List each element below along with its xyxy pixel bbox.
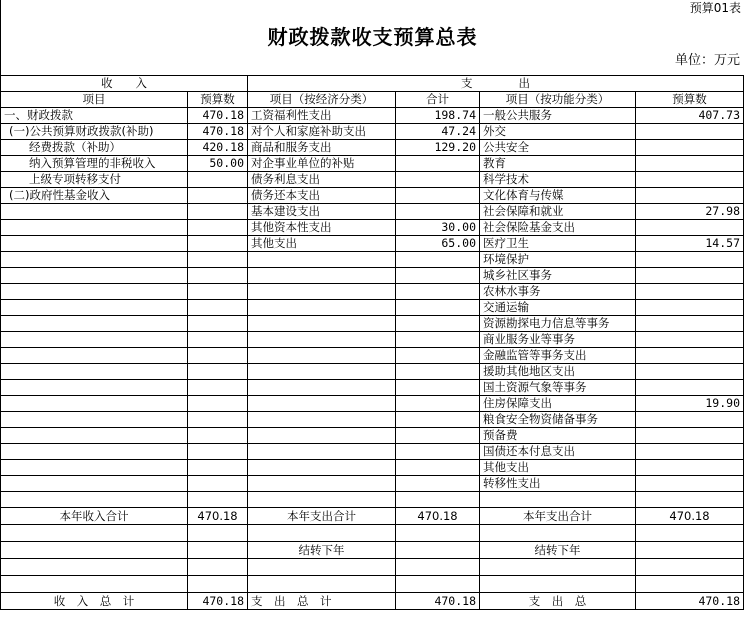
func-budget-cell — [636, 492, 744, 508]
func-item-cell: 援助其他地区支出 — [480, 364, 636, 380]
econ-item-cell — [248, 268, 396, 284]
econ-total-cell — [396, 476, 480, 492]
func-budget-header: 预算数 — [636, 92, 744, 108]
table-row — [1, 140, 744, 156]
income-item-cell — [1, 412, 188, 428]
econ-total-cell — [396, 332, 480, 348]
func-item-cell: 教育 — [480, 156, 636, 172]
func-item-cell: 金融监管等事务支出 — [480, 348, 636, 364]
econ-item-header: 项目（按经济分类） — [248, 92, 396, 108]
func-year-total-label: 本年支出合计 — [480, 508, 636, 525]
econ-item-cell: 债务还本支出 — [248, 188, 396, 204]
income-budget-cell — [188, 252, 248, 268]
econ-item-cell — [248, 316, 396, 332]
income-budget-cell — [188, 348, 248, 364]
table-row — [1, 444, 744, 460]
func-budget-cell: 27.98 — [636, 204, 744, 220]
table-row — [1, 380, 744, 396]
econ-item-cell — [248, 460, 396, 476]
section-header-row — [1, 76, 744, 92]
func-budget-cell: 19.90 — [636, 396, 744, 412]
func-budget-cell: 407.73 — [636, 108, 744, 124]
income-item-cell — [1, 236, 188, 252]
income-item-cell: (二)政府性基金收入 — [1, 188, 188, 204]
func-item-cell: 预备费 — [480, 428, 636, 444]
income-budget-cell — [188, 316, 248, 332]
income-budget-cell — [188, 364, 248, 380]
func-item-cell: 住房保障支出 — [480, 396, 636, 412]
func-budget-cell: 14.57 — [636, 236, 744, 252]
table-row — [1, 428, 744, 444]
income-item-cell — [1, 380, 188, 396]
func-item-cell: 交通运输 — [480, 300, 636, 316]
func-budget-cell — [636, 156, 744, 172]
econ-total-cell — [396, 268, 480, 284]
table-row — [1, 236, 744, 252]
econ-item-cell: 基本建设支出 — [248, 204, 396, 220]
income-budget-cell — [188, 492, 248, 508]
income-item-cell — [1, 300, 188, 316]
econ-total-cell: 30.00 — [396, 220, 480, 236]
table-row — [1, 268, 744, 284]
income-item-cell: 纳入预算管理的非税收入 — [1, 156, 188, 172]
income-year-total-label: 本年收入合计 — [1, 508, 188, 525]
func-budget-cell — [636, 380, 744, 396]
func-item-cell: 一般公共服务 — [480, 108, 636, 124]
income-budget-cell — [188, 300, 248, 316]
econ-total-cell — [396, 252, 480, 268]
func-item-cell: 国土资源气象等事务 — [480, 380, 636, 396]
carry-forward-row — [1, 542, 744, 559]
econ-item-cell — [248, 444, 396, 460]
income-budget-cell — [188, 380, 248, 396]
func-grand-total-label: 支 出 总 — [480, 593, 636, 610]
func-item-cell: 环境保护 — [480, 252, 636, 268]
func-item-cell: 国债还本付息支出 — [480, 444, 636, 460]
carry-forward-label-func: 结转下年 — [480, 542, 636, 559]
budget-table — [0, 75, 744, 610]
func-budget-cell — [636, 316, 744, 332]
econ-item-cell: 其他资本性支出 — [248, 220, 396, 236]
income-budget-cell — [188, 428, 248, 444]
grand-total-row — [1, 593, 744, 610]
table-row — [1, 476, 744, 492]
func-item-cell: 文化体育与传媒 — [480, 188, 636, 204]
income-item-cell — [1, 460, 188, 476]
func-budget-cell — [636, 364, 744, 380]
econ-total-cell: 65.00 — [396, 236, 480, 252]
income-budget-cell — [188, 476, 248, 492]
expense-section-header: 支 出 — [248, 76, 744, 92]
econ-total-cell — [396, 348, 480, 364]
income-item-cell — [1, 284, 188, 300]
income-item-cell: (一)公共预算财政拨款(补助) — [1, 124, 188, 140]
func-budget-cell — [636, 172, 744, 188]
table-row — [1, 156, 744, 172]
func-item-cell: 外交 — [480, 124, 636, 140]
table-row — [1, 284, 744, 300]
econ-total-cell — [396, 492, 480, 508]
func-budget-cell — [636, 124, 744, 140]
func-budget-cell — [636, 348, 744, 364]
econ-total-cell: 47.24 — [396, 124, 480, 140]
expense-year-total-value: 470.18 — [396, 508, 480, 525]
table-row — [1, 332, 744, 348]
econ-total-cell: 129.20 — [396, 140, 480, 156]
income-budget-cell — [188, 444, 248, 460]
econ-item-cell — [248, 348, 396, 364]
func-item-header: 项目（按功能分类） — [480, 92, 636, 108]
income-item-cell — [1, 316, 188, 332]
income-item-cell — [1, 428, 188, 444]
table-row — [1, 220, 744, 236]
income-budget-cell: 420.18 — [188, 140, 248, 156]
econ-total-cell — [396, 380, 480, 396]
econ-total-cell — [396, 428, 480, 444]
econ-total-cell: 198.74 — [396, 108, 480, 124]
income-item-cell — [1, 476, 188, 492]
income-budget-cell — [188, 332, 248, 348]
table-row — [1, 559, 744, 576]
income-grand-total-label: 收 入 总 计 — [1, 593, 188, 610]
income-budget-cell — [188, 172, 248, 188]
income-budget-cell — [188, 220, 248, 236]
econ-item-cell — [248, 428, 396, 444]
income-item-cell — [1, 332, 188, 348]
func-budget-cell — [636, 252, 744, 268]
econ-item-cell — [248, 380, 396, 396]
table-row — [1, 348, 744, 364]
carry-forward-label-econ: 结转下年 — [248, 542, 396, 559]
page-title: 财政拨款收支预算总表 — [267, 25, 478, 49]
func-item-cell — [480, 492, 636, 508]
expense-grand-total-label: 支 出 总 计 — [248, 593, 396, 610]
table-row — [1, 188, 744, 204]
annual-total-row — [1, 508, 744, 525]
econ-total-cell — [396, 396, 480, 412]
econ-item-cell — [248, 300, 396, 316]
income-budget-cell — [188, 236, 248, 252]
income-budget-cell — [188, 188, 248, 204]
econ-item-cell — [248, 252, 396, 268]
econ-total-cell — [396, 444, 480, 460]
econ-total-cell — [396, 188, 480, 204]
econ-total-cell — [396, 412, 480, 428]
income-item-cell — [1, 348, 188, 364]
func-budget-cell — [636, 412, 744, 428]
income-budget-header: 预算数 — [188, 92, 248, 108]
table-row — [1, 124, 744, 140]
income-item-cell — [1, 396, 188, 412]
table-row — [1, 396, 744, 412]
table-row — [1, 412, 744, 428]
income-budget-cell: 470.18 — [188, 108, 248, 124]
func-item-cell: 医疗卫生 — [480, 236, 636, 252]
func-grand-total-value: 470.18 — [636, 593, 744, 610]
func-item-cell: 资源勘探电力信息等事务 — [480, 316, 636, 332]
econ-total-cell — [396, 204, 480, 220]
income-section-header: 收 入 — [1, 76, 248, 92]
func-year-total-value: 470.18 — [636, 508, 744, 525]
func-budget-cell — [636, 428, 744, 444]
econ-total-cell — [396, 156, 480, 172]
table-row — [1, 172, 744, 188]
econ-item-cell — [248, 476, 396, 492]
income-budget-cell — [188, 396, 248, 412]
table-row — [1, 316, 744, 332]
column-header-row — [1, 92, 744, 108]
econ-item-cell: 商品和服务支出 — [248, 140, 396, 156]
income-item-header: 项目 — [1, 92, 188, 108]
func-item-cell: 社会保险基金支出 — [480, 220, 636, 236]
func-item-cell: 粮食安全物资储备事务 — [480, 412, 636, 428]
income-item-cell — [1, 364, 188, 380]
income-item-cell: 上级专项转移支付 — [1, 172, 188, 188]
func-item-cell: 城乡社区事务 — [480, 268, 636, 284]
income-item-cell — [1, 252, 188, 268]
func-item-cell: 商业服务业等事务 — [480, 332, 636, 348]
econ-item-cell — [248, 492, 396, 508]
func-budget-cell — [636, 444, 744, 460]
econ-total-cell — [396, 284, 480, 300]
income-grand-total-value: 470.18 — [188, 593, 248, 610]
func-item-cell: 农林水事务 — [480, 284, 636, 300]
econ-item-cell: 对个人和家庭补助支出 — [248, 124, 396, 140]
table-row — [1, 460, 744, 476]
econ-item-cell: 工资福利性支出 — [248, 108, 396, 124]
table-row — [1, 300, 744, 316]
func-budget-cell — [636, 332, 744, 348]
expense-year-total-label: 本年支出合计 — [248, 508, 396, 525]
func-budget-cell — [636, 300, 744, 316]
econ-total-header: 合计 — [396, 92, 480, 108]
document-code: 预算01表 — [689, 1, 741, 15]
econ-item-cell: 对企事业单位的补贴 — [248, 156, 396, 172]
income-budget-cell — [188, 284, 248, 300]
econ-total-cell — [396, 316, 480, 332]
func-budget-cell — [636, 284, 744, 300]
econ-item-cell — [248, 284, 396, 300]
income-item-cell — [1, 204, 188, 220]
econ-item-cell — [248, 412, 396, 428]
income-item-cell — [1, 444, 188, 460]
func-budget-cell — [636, 476, 744, 492]
unit-label: 单位：万元 — [674, 53, 740, 68]
table-row — [1, 252, 744, 268]
func-budget-cell — [636, 140, 744, 156]
income-item-cell — [1, 492, 188, 508]
econ-item-cell: 其他支出 — [248, 236, 396, 252]
func-budget-cell — [636, 268, 744, 284]
income-item-cell: 经费拨款（补助） — [1, 140, 188, 156]
income-item-cell — [1, 220, 188, 236]
func-item-cell: 公共安全 — [480, 140, 636, 156]
econ-item-cell — [248, 364, 396, 380]
income-item-cell — [1, 268, 188, 284]
econ-total-cell — [396, 300, 480, 316]
econ-total-cell — [396, 460, 480, 476]
income-year-total-value: 470.18 — [188, 508, 248, 525]
income-budget-cell — [188, 412, 248, 428]
income-budget-cell — [188, 460, 248, 476]
func-item-cell: 其他支出 — [480, 460, 636, 476]
income-budget-cell: 470.18 — [188, 124, 248, 140]
income-item-cell: 一、财政拨款 — [1, 108, 188, 124]
table-row — [1, 108, 744, 124]
func-item-cell: 转移性支出 — [480, 476, 636, 492]
func-item-cell: 社会保障和就业 — [480, 204, 636, 220]
table-row — [1, 204, 744, 220]
income-budget-cell — [188, 204, 248, 220]
econ-total-cell — [396, 172, 480, 188]
func-budget-cell — [636, 188, 744, 204]
econ-item-cell: 债务利息支出 — [248, 172, 396, 188]
table-row — [1, 364, 744, 380]
func-budget-cell — [636, 220, 744, 236]
func-budget-cell — [636, 460, 744, 476]
econ-item-cell — [248, 396, 396, 412]
expense-grand-total-value: 470.18 — [396, 593, 480, 610]
table-row — [1, 492, 744, 508]
econ-total-cell — [396, 364, 480, 380]
table-row — [1, 525, 744, 542]
func-item-cell: 科学技术 — [480, 172, 636, 188]
table-row — [1, 576, 744, 593]
income-budget-cell — [188, 268, 248, 284]
income-budget-cell: 50.00 — [188, 156, 248, 172]
econ-item-cell — [248, 332, 396, 348]
